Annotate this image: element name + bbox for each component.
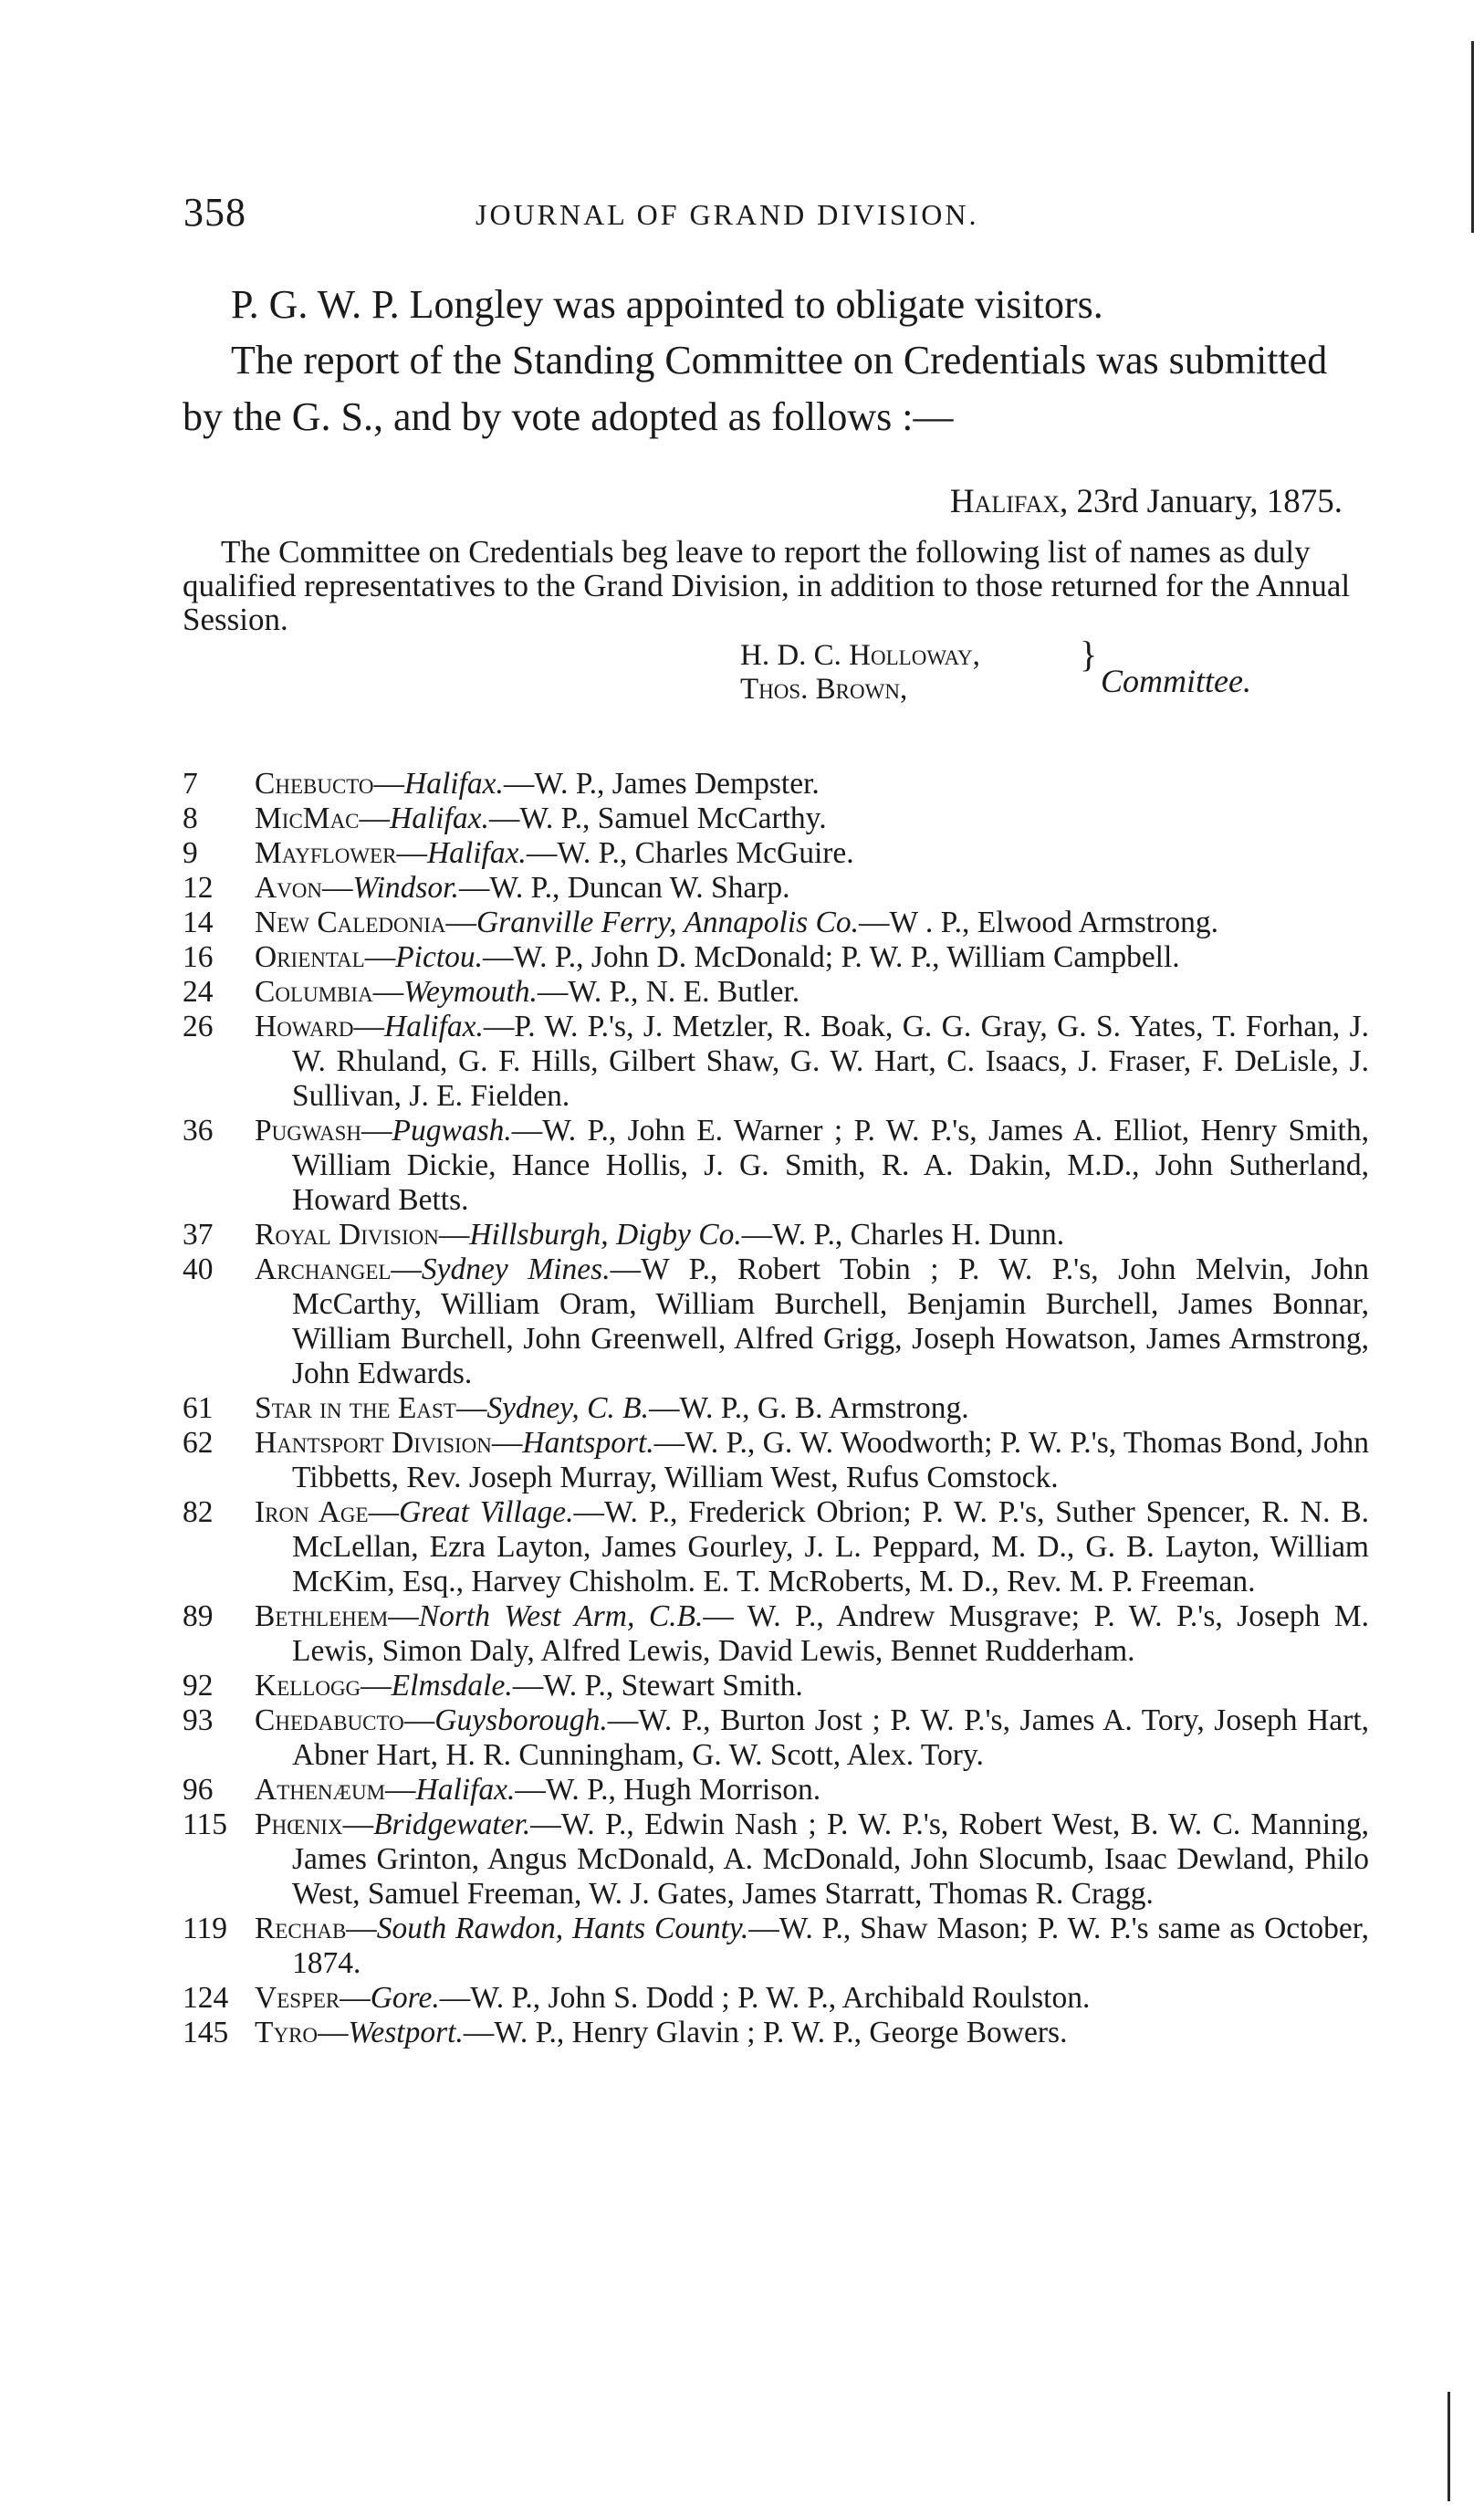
division-place: Sydney, C. B. <box>486 1391 650 1425</box>
division-place: Granville Ferry, Annapolis Co. <box>476 906 860 939</box>
division-name: Pugwash <box>255 1114 362 1147</box>
entry-representatives: —W P., Robert Tobin ; P. W. P.'s, John Melvin, John McCarthy, William Oram, William Burchell, Benjamin Burchell, James Bonnar, William Burchell, John Greenwell, Alfred Grigg, Joseph Howatson, James Armstrong, John Edwards. <box>292 1252 1369 1390</box>
division-entry: 145 Tyro—Westport.—W. P., Henry Glavin ; P. W. P., George Bowers. <box>183 2016 1068 2049</box>
division-place: Halifax. <box>426 836 527 870</box>
entry-representatives: —W. P., Charles McGuire. <box>526 836 854 870</box>
division-name: Oriental <box>255 940 365 974</box>
division-place: Great Village. <box>399 1495 574 1529</box>
entry-number: 12 <box>183 871 214 905</box>
division-entry: 96 Athenæum—Halifax.—W. P., Hugh Morrison. <box>183 1773 821 1807</box>
division-entry: 115 Phœnix—Bridgewater.—W. P., Edwin Nash ; P. W. P.'s, Robert West, B. W. C. Manning, James Grinton, Angus McDonald, A. McDonald, John Slocumb, Isaac Dewland, Philo West, Samuel Freeman, W. J. Gates, James Starratt, Thomas R. Cragg. <box>183 1808 1369 1911</box>
division-place: Hillsburgh, Digby Co. <box>469 1218 742 1252</box>
division-name: Iron Age <box>255 1495 369 1529</box>
entry-number: 89 <box>183 1599 214 1633</box>
entry-representatives: —W. P., Burton Jost ; P. W. P.'s, James A. Tory, Joseph Hart, Abner Hart, H. R. Cunningham, G. W. Scott, Alex. Tory. <box>292 1703 1369 1772</box>
entry-representatives: —W. P., Hugh Morrison. <box>515 1773 821 1807</box>
entry-representatives: —W. P., Duncan W. Sharp. <box>458 871 790 905</box>
division-name: Chebucto <box>255 767 374 801</box>
division-entry: 24 Columbia—Weymouth.—W. P., N. E. Butler. <box>183 975 800 1009</box>
division-entry: 12 Avon—Windsor.—W. P., Duncan W. Sharp. <box>183 871 790 905</box>
division-place: Halifax. <box>390 802 489 835</box>
division-place: Weymouth. <box>403 975 538 1009</box>
division-entry: 16 Oriental—Pictou.—W. P., John D. McDonald; P. W. P., William Campbell. <box>183 940 1180 974</box>
entry-number: 14 <box>183 906 214 939</box>
entry-number: 62 <box>183 1426 214 1460</box>
division-entry: 8 MicMac—Halifax.—W. P., Samuel McCarthy. <box>183 802 827 835</box>
committee-label: Committee. <box>1101 663 1251 699</box>
division-place: Guysborough. <box>434 1703 608 1737</box>
division-name: Vesper <box>255 1981 340 2015</box>
entry-representatives: —W. P., James Dempster. <box>503 767 820 801</box>
margin-mark <box>1471 41 1474 233</box>
division-name: MicMac <box>255 802 360 835</box>
division-place: Windsor. <box>352 871 459 905</box>
division-entry: 36 Pugwash—Pugwash.—W. P., John E. Warner ; P. W. P.'s, James A. Elliot, Henry Smith, William Dickie, Hance Hollis, J. G. Smith, R. A. Dakin, M.D., John Sutherland, Howard Betts. <box>183 1114 1369 1217</box>
entry-representatives: —W. P., Samuel McCarthy. <box>488 802 827 835</box>
report-dateline <box>950 482 1343 521</box>
entry-representatives: —W. P., Shaw Mason; P. W. P.'s same as October, 1874. <box>292 1912 1369 1980</box>
entry-representatives: —W. P., N. E. Butler. <box>537 975 800 1009</box>
entry-number: 40 <box>183 1252 214 1286</box>
division-name: Rechab <box>255 1912 347 1945</box>
division-entry: 61 Star in the East—Sydney, C. B.—W. P., G. B. Armstrong. <box>183 1391 969 1425</box>
entry-number: 93 <box>183 1703 214 1737</box>
division-place: Halifax. <box>415 1773 516 1807</box>
intro-paragraph: The report of the Standing Committee on Credentials was submitted by the G. S., and by vote adopted as follows :— <box>183 338 1328 439</box>
division-entry: 14 New Caledonia—Granville Ferry, Annapolis Co.—W . P., Elwood Armstrong. <box>183 906 1218 939</box>
entry-representatives: —W . P., Elwood Armstrong. <box>859 906 1218 939</box>
signatory: H. D. C. Holloway, <box>740 639 980 672</box>
division-entry: 124 Vesper—Gore.—W. P., John S. Dodd ; P. W. P., Archibald Roulston. <box>183 1981 1091 2015</box>
entry-number: 82 <box>183 1495 214 1529</box>
entry-number: 9 <box>183 836 198 870</box>
running-title: JOURNAL OF GRAND DIVISION. <box>476 198 979 231</box>
division-name: Mayflower <box>255 836 397 870</box>
division-name: Columbia <box>255 975 373 1009</box>
entry-representatives: —W. P., G. B. Armstrong. <box>649 1391 969 1425</box>
entry-representatives: —W. P., Henry Glavin ; P. W. P., George Bowers. <box>463 2016 1068 2049</box>
division-entry: 26 Howard—Halifax.—P. W. P.'s, J. Metzler, R. Boak, G. G. Gray, G. S. Yates, T. Forhan, J. W. Rhuland, G. F. Hills, Gilbert Shaw, G. W. Hart, C. Isaacs, J. Fraser, F. DeLisle, J. Sullivan, J. E. Fielden. <box>183 1010 1369 1113</box>
division-entry: 93 Chedabucto—Guysborough.—W. P., Burton Jost ; P. W. P.'s, James A. Tory, Joseph Hart, Abner Hart, H. R. Cunningham, G. W. Scott, Alex. Tory. <box>183 1703 1369 1772</box>
division-place: North West Arm, C.B. <box>418 1599 704 1633</box>
entry-number: 115 <box>183 1808 228 1841</box>
entry-number: 145 <box>183 2016 229 2049</box>
division-entry: 62 Hantsport Division—Hantsport.—W. P., G. W. Woodworth; P. W. P.'s, Thomas Bond, John Tibbetts, Rev. Joseph Murray, William West, Rufus Comstock. <box>183 1426 1369 1494</box>
division-name: Phœnix <box>255 1808 343 1841</box>
representatives-list <box>183 767 1369 2050</box>
division-place: Elmsdale. <box>391 1669 513 1703</box>
division-place: Pictou. <box>395 940 484 974</box>
report-signatories <box>740 639 980 707</box>
division-name: Archangel <box>255 1252 392 1286</box>
entry-number: 92 <box>183 1669 214 1703</box>
division-name: Royal Division <box>255 1218 439 1252</box>
entry-number: 96 <box>183 1773 214 1807</box>
division-name: Chedabucto <box>255 1703 404 1737</box>
division-entry: 92 Kellogg—Elmsdale.—W. P., Stewart Smith. <box>183 1669 803 1703</box>
dateline-place: Halifax <box>949 483 1061 520</box>
entry-representatives: —W. P., Frederick Obrion; P. W. P.'s, Suther Spencer, R. N. B. McLellan, Ezra Layton, James Gourley, J. L. Peppard, M. D., G. B. Layton, William McKim, Esq., Harvey Chisholm. E. T. McRoberts, M. D., Rev. M. P. Freeman. <box>292 1495 1369 1598</box>
entry-number: 26 <box>183 1010 214 1043</box>
division-entry: 37 Royal Division—Hillsburgh, Digby Co.—W. P., Charles H. Dunn. <box>183 1218 1065 1252</box>
division-entry: 7 Chebucto—Halifax.—W. P., James Dempster. <box>183 767 820 801</box>
division-place: Sydney Mines. <box>421 1252 611 1286</box>
intro-line-1: P. G. W. P. Longley was appointed to obligate visitors. <box>231 282 1103 327</box>
division-entry: 40 Archangel—Sydney Mines.—W P., Robert Tobin ; P. W. P.'s, John Melvin, John McCarthy, William Oram, William Burchell, Benjamin Burchell, James Bonnar, William Burchell, John Greenwell, Alfred Grigg, Joseph Howatson, James Armstrong, John Edwards. <box>183 1252 1369 1390</box>
division-place: Gore. <box>370 1981 440 2015</box>
entry-number: 24 <box>183 975 214 1009</box>
division-place: South Rawdon, Hants County. <box>376 1912 749 1945</box>
dateline-date: , 23rd January, 1875. <box>1060 483 1343 520</box>
page-number: 358 <box>183 190 246 235</box>
division-place: Hantsport. <box>522 1426 654 1460</box>
entry-number: 16 <box>183 940 214 974</box>
page-header <box>183 189 1315 253</box>
division-name: New Caledonia <box>255 906 446 939</box>
entry-number: 7 <box>183 767 198 801</box>
entry-representatives: —W. P., John E. Warner ; P. W. P.'s, James A. Elliot, Henry Smith, William Dickie, Hance Hollis, J. G. Smith, R. A. Dakin, M.D., John Sutherland, Howard Betts. <box>292 1114 1369 1217</box>
entry-representatives: —W. P., G. W. Woodworth; P. W. P.'s, Thomas Bond, John Tibbetts, Rev. Joseph Murray, William West, Rufus Comstock. <box>292 1426 1369 1494</box>
division-name: Bethlehem <box>255 1599 389 1633</box>
entry-number: 61 <box>183 1391 214 1425</box>
entry-number: 8 <box>183 802 198 835</box>
division-name: Howard <box>255 1010 354 1043</box>
entry-representatives: —W. P., John S. Dodd ; P. W. P., Archibald Roulston. <box>439 1981 1091 2015</box>
division-place: Halifax. <box>384 1010 484 1043</box>
entry-representatives: —W. P., Edwin Nash ; P. W. P.'s, Robert West, B. W. C. Manning, James Grinton, Angus McDonald, A. McDonald, John Slocumb, Isaac Dewland, Philo West, Samuel Freeman, W. J. Gates, James Starratt, Thomas R. Cragg. <box>292 1808 1369 1911</box>
division-place: Westport. <box>348 2016 464 2049</box>
entry-representatives: — W. P., Andrew Musgrave; P. W. P.'s, Joseph M. Lewis, Simon Daly, Alfred Lewis, David Lewis, Bennet Rudderham. <box>292 1599 1369 1668</box>
division-name: Star in the East <box>255 1391 456 1425</box>
signatory: Thos. Brown, <box>740 673 908 706</box>
entry-number: 124 <box>183 1981 229 2015</box>
division-place: Halifax. <box>404 767 504 801</box>
division-entry: 89 Bethlehem—North West Arm, C.B.— W. P., Andrew Musgrave; P. W. P.'s, Joseph M. Lewis, Simon Daly, Alfred Lewis, David Lewis, Bennet Rudderham. <box>183 1599 1369 1668</box>
division-entry: 119 Rechab—South Rawdon, Hants County.—W. P., Shaw Mason; P. W. P.'s same as October, 1874. <box>183 1912 1369 1980</box>
margin-mark <box>1447 2392 1450 2501</box>
division-name: Kellogg <box>255 1669 361 1703</box>
entry-representatives: —P. W. P.'s, J. Metzler, R. Boak, G. G. Gray, G. S. Yates, T. Forhan, J. W. Rhuland, G. F. Hills, Gilbert Shaw, G. W. Hart, C. Isaacs, J. Fraser, F. DeLisle, J. Sullivan, J. E. Fielden. <box>292 1010 1369 1113</box>
committee-report: The Committee on Credentials beg leave to report the following list of names as duly qualified representatives to the Grand Division, in addition to those returned for the Annual Session. <box>183 534 1351 637</box>
division-entry: 9 Mayflower—Halifax.—W. P., Charles McGuire. <box>183 836 854 870</box>
division-name: Tyro <box>255 2016 319 2049</box>
division-entry: 82 Iron Age—Great Village.—W. P., Frederick Obrion; P. W. P.'s, Suther Spencer, R. N. B. McLellan, Ezra Layton, James Gourley, J. L. Peppard, M. D., G. B. Layton, William McKim, Esq., Harvey Chisholm. E. T. McRoberts, M. D., Rev. M. P. Freeman. <box>183 1495 1369 1598</box>
division-place: Pugwash. <box>392 1114 512 1147</box>
division-place: Bridgewater. <box>373 1808 531 1841</box>
brace-symbol: } <box>1080 634 1098 675</box>
entry-representatives: —W. P., John D. McDonald; P. W. P., William Campbell. <box>483 940 1180 974</box>
division-name: Avon <box>255 871 323 905</box>
entry-number: 36 <box>183 1114 214 1147</box>
division-name: Hantsport Division <box>255 1426 492 1460</box>
entry-representatives: —W. P., Charles H. Dunn. <box>741 1218 1065 1252</box>
entry-number: 119 <box>183 1912 228 1945</box>
entry-representatives: —W. P., Stewart Smith. <box>512 1669 803 1703</box>
entry-number: 37 <box>183 1218 214 1252</box>
division-name: Athenæum <box>255 1773 386 1807</box>
